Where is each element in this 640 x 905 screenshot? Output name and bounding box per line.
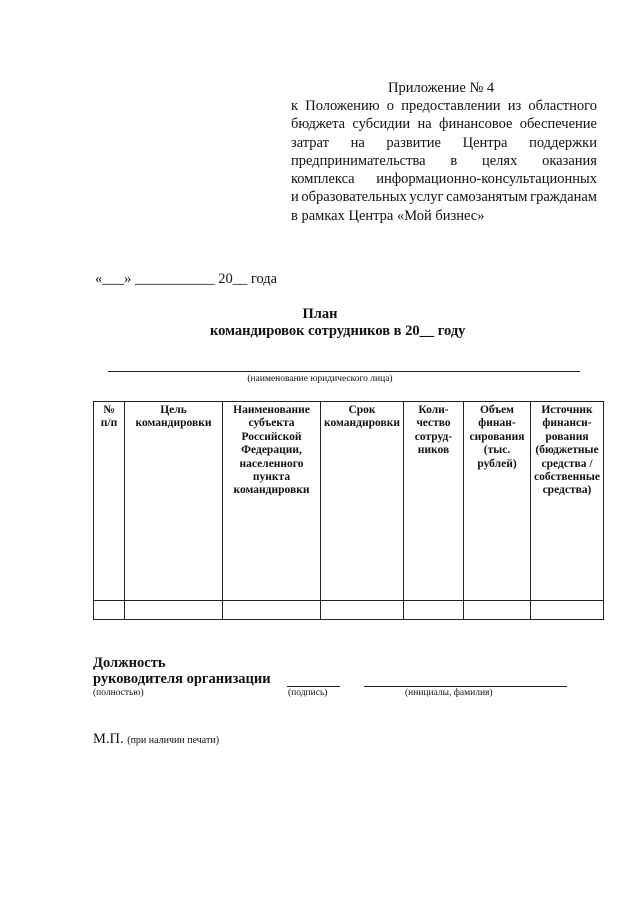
- appendix-word: предоставлении: [401, 98, 501, 114]
- appendix-word: финансовое: [439, 116, 513, 133]
- appendix-word: на: [417, 116, 432, 133]
- appendix-word: информационно-консультационных: [376, 171, 597, 188]
- plan-table: [93, 401, 604, 620]
- signature-position-label-2: руководителя организации: [93, 671, 271, 687]
- table-header-row: [94, 402, 604, 601]
- appendix-word: областного: [528, 98, 597, 114]
- appendix-word: комплекса: [291, 171, 355, 188]
- appendix-word: оказания: [542, 152, 597, 169]
- table-body: [94, 601, 604, 620]
- signature-position-label-1: Должность: [93, 655, 166, 671]
- column-header: Цель командировки: [125, 402, 223, 601]
- plan-title: План: [302, 306, 338, 322]
- plan-subtitle: командировок сотрудников в 20__ году: [210, 323, 466, 339]
- table-cell[interactable]: [531, 601, 604, 620]
- stamp-label: М.П.: [93, 731, 124, 747]
- stamp-note: (при наличии печати): [127, 735, 220, 746]
- caption-signature: (подпись): [288, 688, 328, 698]
- entity-name-line: [108, 371, 580, 372]
- appendix-line: [291, 188, 597, 206]
- appendix-word: в: [450, 152, 458, 169]
- appendix-word: Центра: [462, 134, 508, 151]
- appendix-word: обеспечение: [519, 116, 597, 133]
- table-cell[interactable]: [94, 601, 125, 620]
- table-cell[interactable]: [223, 601, 321, 620]
- appendix-lines: [291, 97, 597, 207]
- appendix-word: развитие: [386, 134, 441, 151]
- appendix-word: поддержки: [529, 134, 597, 151]
- appendix-word: целях: [481, 152, 518, 169]
- appendix-line: [291, 97, 597, 115]
- appendix-title: Приложение № 4: [388, 80, 495, 96]
- appendix-word: и: [291, 189, 299, 206]
- appendix-word: к: [291, 98, 299, 114]
- appendix-last-line: в рамках Центра «Мой бизнес»: [291, 207, 485, 224]
- appendix-word: образовательных: [301, 189, 407, 206]
- appendix-word: о: [386, 98, 395, 114]
- date-line: «___» ___________ 20__ года: [95, 271, 278, 287]
- column-header: Коли- чество сотруд- ников: [404, 402, 464, 601]
- column-header: № п/п: [94, 402, 125, 601]
- column-header: Наименование субъекта Российской Федерации, населенного пункта командировки: [223, 402, 321, 601]
- appendix-word: самозанятым: [446, 189, 528, 206]
- appendix-word: предпринимательства: [291, 152, 426, 169]
- appendix-word: бюджета: [291, 116, 346, 133]
- stamp-place: [93, 731, 219, 748]
- table-row: [94, 601, 604, 620]
- appendix-word: гражданам: [530, 189, 597, 206]
- appendix-word: затрат: [291, 134, 329, 151]
- column-header: Источник финанси- рования (бюджетные средства / собственные средства): [531, 402, 604, 601]
- appendix-word: из: [507, 98, 522, 114]
- table-cell[interactable]: [464, 601, 531, 620]
- appendix-line: [291, 152, 597, 170]
- signature-line: [287, 686, 340, 687]
- column-header: Срок командировки: [321, 402, 404, 601]
- appendix-word: Положению: [305, 98, 380, 114]
- table-cell[interactable]: [321, 601, 404, 620]
- name-line: [364, 686, 567, 687]
- table-cell[interactable]: [404, 601, 464, 620]
- appendix-word: услуг: [409, 189, 444, 206]
- entity-name-caption: (наименование юридического лица): [247, 374, 393, 384]
- appendix-word: на: [350, 134, 365, 151]
- appendix-line: [291, 115, 597, 133]
- caption-initials-name: (инициалы, фамилия): [405, 688, 493, 698]
- appendix-line: [291, 134, 597, 152]
- column-header: Объем финан- сирования (тыс. рублей): [464, 402, 531, 601]
- table-cell[interactable]: [125, 601, 223, 620]
- appendix-reference: [291, 97, 597, 225]
- caption-full: (полностью): [93, 688, 144, 698]
- appendix-word: субсидии: [352, 116, 411, 133]
- appendix-line: [291, 170, 597, 188]
